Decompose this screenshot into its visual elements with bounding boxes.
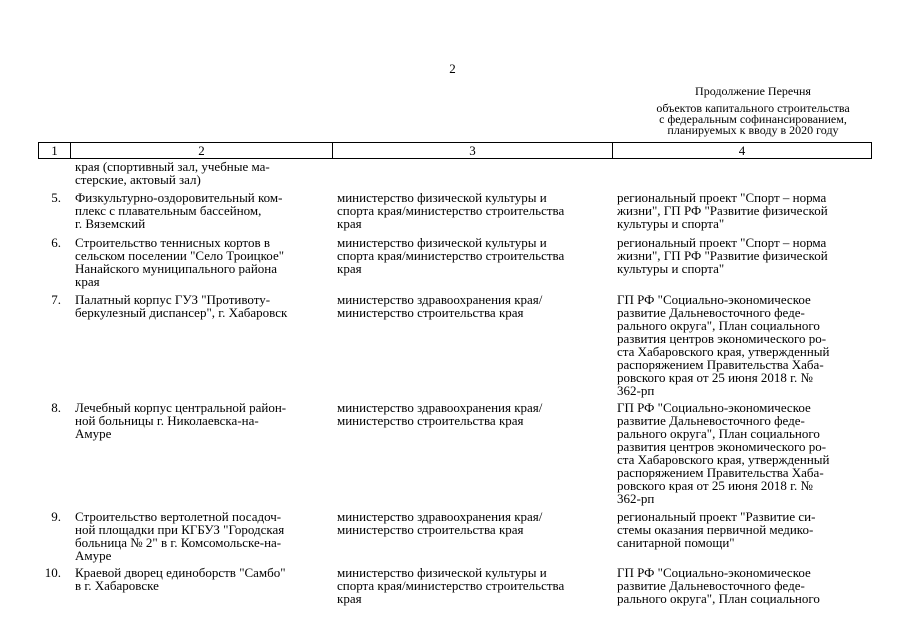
program-basis-line: культуры и спорта" xyxy=(617,261,725,276)
responsible-ministry xyxy=(331,236,611,288)
program-basis xyxy=(611,566,870,605)
responsible-ministry xyxy=(331,510,611,562)
row-number: 10. xyxy=(44,565,61,580)
program-basis xyxy=(611,401,870,505)
responsible-ministry-line: спорта края/министерство строительства xyxy=(337,203,565,218)
program-basis-line: ста Хабаровского края, утвержденный xyxy=(617,344,830,359)
table-row xyxy=(38,566,870,605)
object-name-line: Физкультурно-оздоровительный ком- xyxy=(75,190,283,205)
column-number-3: 3 xyxy=(332,143,612,158)
responsible-ministry-line: министерство здравоохранения края/ xyxy=(337,509,543,524)
object-name xyxy=(69,401,331,505)
heading-line-4: планируемых к вводу в 2020 году xyxy=(667,123,839,137)
row-number: 6. xyxy=(51,235,61,250)
program-basis-line: рального округа", План социального xyxy=(617,426,820,441)
program-basis-line: ГП РФ "Социально-экономическое xyxy=(617,292,811,307)
object-name xyxy=(69,160,331,186)
program-basis-line: стемы оказания первичной медико- xyxy=(617,522,814,537)
object-name xyxy=(69,510,331,562)
program-basis-line: ровского края от 25 июня 2018 г. № xyxy=(617,370,813,385)
object-name-line: сельском поселении "Село Троицкое" xyxy=(75,248,285,263)
object-name-line: стерские, актовый зал) xyxy=(75,172,201,187)
object-name-line: Краевой дворец единоборств "Самбо" xyxy=(75,565,286,580)
responsible-ministry-line: министерство строительства края xyxy=(337,413,524,428)
program-basis-line: рального округа", План социального xyxy=(617,318,820,333)
program-basis-line: развития центров экономического ро- xyxy=(617,331,827,346)
table-column-header xyxy=(38,142,872,159)
responsible-ministry-line: министерство физической культуры и xyxy=(337,235,547,250)
responsible-ministry xyxy=(331,566,611,605)
program-basis-line: региональный проект "Спорт – норма xyxy=(617,235,827,250)
object-name xyxy=(69,191,331,230)
object-name xyxy=(69,566,331,605)
program-basis-line: развитие Дальневосточного феде- xyxy=(617,413,805,428)
program-basis-line: санитарной помощи" xyxy=(617,535,735,550)
responsible-ministry-line: министерство здравоохранения края/ xyxy=(337,292,543,307)
program-basis-line: жизни", ГП РФ "Развитие физической xyxy=(617,248,828,263)
program-basis-line: развитие Дальневосточного феде- xyxy=(617,578,805,593)
program-basis-line: ГП РФ "Социально-экономическое xyxy=(617,400,811,415)
responsible-ministry-line: края xyxy=(337,261,362,276)
responsible-ministry xyxy=(331,191,611,230)
object-name xyxy=(69,236,331,288)
program-basis-line: распоряжением Правительства Хаба- xyxy=(617,357,824,372)
object-name-line: Амуре xyxy=(75,426,112,441)
continuation-heading xyxy=(638,86,868,136)
page-number: 2 xyxy=(449,61,456,76)
table-row xyxy=(38,293,870,397)
table-row xyxy=(38,160,870,186)
column-number-1: 1 xyxy=(51,142,58,158)
object-name-line: Строительство теннисных кортов в xyxy=(75,235,270,250)
object-name-line: ной больницы г. Николаевска-на- xyxy=(75,413,259,428)
program-basis-line: 362-рп xyxy=(617,383,655,398)
row-number: 7. xyxy=(51,292,61,307)
responsible-ministry xyxy=(331,160,611,186)
responsible-ministry-line: министерство физической культуры и xyxy=(337,565,547,580)
responsible-ministry-line: спорта края/министерство строительства xyxy=(337,248,565,263)
program-basis-line: региональный проект "Спорт – норма xyxy=(617,190,827,205)
object-name-line: Нанайского муниципального района xyxy=(75,261,278,276)
responsible-ministry-line: края xyxy=(337,591,362,606)
program-basis xyxy=(611,510,870,562)
responsible-ministry xyxy=(331,401,611,505)
object-name-line: больница № 2" в г. Комсомольске-на- xyxy=(75,535,282,550)
program-basis xyxy=(611,293,870,397)
object-name-line: ной площадки при КГБУЗ "Городская xyxy=(75,522,285,537)
row-number xyxy=(38,160,69,186)
object-name-line: края xyxy=(75,274,100,289)
table-row xyxy=(38,191,870,230)
program-basis-line: 362-рп xyxy=(617,491,655,506)
object-name-line: Лечебный корпус центральной район- xyxy=(75,400,287,415)
object-name-line: в г. Хабаровске xyxy=(75,578,159,593)
program-basis-line: развития центров экономического ро- xyxy=(617,439,827,454)
column-number-2: 2 xyxy=(70,143,332,158)
object-name-line: края (спортивный зал, учебные ма- xyxy=(75,159,270,174)
responsible-ministry-line: края xyxy=(337,216,362,231)
program-basis xyxy=(611,160,870,186)
program-basis xyxy=(611,236,870,288)
object-name-line: г. Вяземский xyxy=(75,216,146,231)
row-number: 9. xyxy=(51,509,61,524)
heading-line-2: объектов капитального строительства xyxy=(656,101,850,115)
program-basis-line: жизни", ГП РФ "Развитие физической xyxy=(617,203,828,218)
object-name-line: беркулезный диспансер", г. Хабаровск xyxy=(75,305,288,320)
heading-line-1: Продолжение Перечня xyxy=(695,84,811,98)
heading-line-3: с федеральным софинансированием, xyxy=(659,112,847,126)
responsible-ministry-line: министерство строительства края xyxy=(337,305,524,320)
program-basis-line: региональный проект "Развитие си- xyxy=(617,509,816,524)
program-basis xyxy=(611,191,870,230)
program-basis-line: распоряжением Правительства Хаба- xyxy=(617,465,824,480)
responsible-ministry xyxy=(331,293,611,397)
object-name-line: плекс с плавательным бассейном, xyxy=(75,203,262,218)
program-basis-line: ровского края от 25 июня 2018 г. № xyxy=(617,478,813,493)
program-basis-line: ста Хабаровского края, утвержденный xyxy=(617,452,830,467)
program-basis-line: развитие Дальневосточного феде- xyxy=(617,305,805,320)
object-name-line: Амуре xyxy=(75,548,112,563)
row-number: 8. xyxy=(51,400,61,415)
object-name-line: Палатный корпус ГУЗ "Противоту- xyxy=(75,292,271,307)
column-number-4: 4 xyxy=(612,143,871,158)
program-basis-line: рального округа", План социального xyxy=(617,591,820,606)
responsible-ministry-line: спорта края/министерство строительства xyxy=(337,578,565,593)
row-number: 5. xyxy=(51,190,61,205)
responsible-ministry-line: министерство строительства края xyxy=(337,522,524,537)
program-basis-line: культуры и спорта" xyxy=(617,216,725,231)
table-row xyxy=(38,401,870,505)
responsible-ministry-line: министерство физической культуры и xyxy=(337,190,547,205)
table-row xyxy=(38,236,870,288)
object-name xyxy=(69,293,331,397)
responsible-ministry-line: министерство здравоохранения края/ xyxy=(337,400,543,415)
program-basis-line: ГП РФ "Социально-экономическое xyxy=(617,565,811,580)
table-row xyxy=(38,510,870,562)
object-name-line: Строительство вертолетной посадоч- xyxy=(75,509,282,524)
